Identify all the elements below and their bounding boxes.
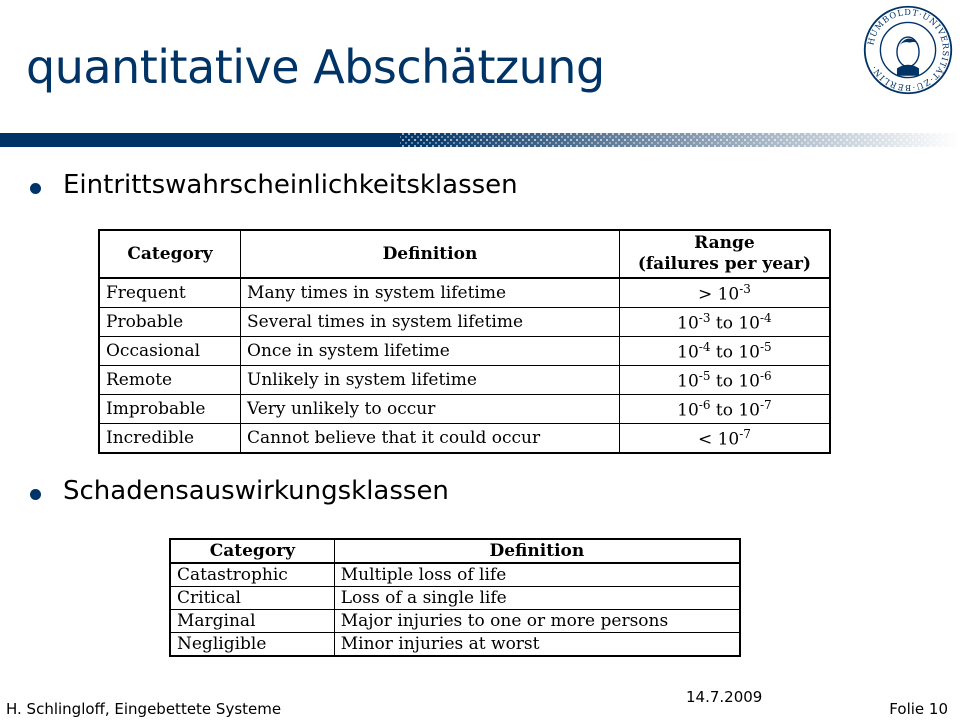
bullet-text: Eintrittswahrscheinlichkeitsklassen	[63, 170, 518, 200]
range-base: 10	[677, 371, 699, 392]
category-cell: Catastrophic	[170, 563, 334, 587]
range-cell	[619, 424, 830, 454]
table-row	[99, 366, 830, 395]
table-row	[170, 610, 740, 633]
table-row	[170, 633, 740, 657]
range-exponent: -7	[739, 426, 751, 441]
definition-cell: Unlikely in system lifetime	[241, 366, 620, 395]
title-separator-bar	[0, 133, 960, 147]
svg-text:HUMBOLDT·UNIVERSITÄT·ZU·BERLIN: HUMBOLDT·UNIVERSITÄT·ZU·BERLIN·	[865, 7, 952, 93]
university-seal-logo	[862, 4, 954, 96]
range-cell	[619, 278, 830, 308]
range-base: to 10	[710, 371, 760, 392]
range-exponent: -3	[739, 281, 751, 296]
range-exponent: -4	[698, 339, 711, 354]
range-base: 10	[677, 313, 699, 334]
definition-cell: Many times in system lifetime	[241, 278, 620, 308]
probability-classes-table	[98, 229, 831, 454]
footer-slide-number: Folie 10	[889, 700, 948, 718]
category-cell: Occasional	[99, 337, 241, 366]
table-row	[99, 278, 830, 308]
bullet-icon	[30, 489, 41, 500]
definition-cell: Minor injuries at worst	[334, 633, 740, 657]
column-header: Definition	[334, 539, 740, 563]
range-exponent: -6	[698, 397, 711, 412]
range-base: 10	[677, 400, 699, 421]
bullet-icon	[30, 183, 41, 194]
bullet-text: Schadensauswirkungsklassen	[63, 476, 449, 506]
category-cell: Marginal	[170, 610, 334, 633]
range-exponent: -5	[698, 368, 711, 383]
definition-cell: Very unlikely to occur	[241, 395, 620, 424]
category-cell: Frequent	[99, 278, 241, 308]
range-header-line2: (failures per year)	[637, 254, 812, 274]
footer-date: 14.7.2009	[686, 688, 763, 706]
column-header: Category	[170, 539, 334, 563]
footer-author: H. Schlingloff, Eingebettete Systeme	[6, 700, 282, 718]
category-cell: Remote	[99, 366, 241, 395]
range-cell	[619, 308, 830, 337]
range-base: to 10	[710, 313, 760, 334]
definition-cell: Loss of a single life	[334, 587, 740, 610]
range-cell	[619, 366, 830, 395]
table-row	[99, 308, 830, 337]
severity-classes-table	[169, 538, 741, 657]
slide-title: quantitative Abschätzung	[26, 40, 605, 94]
table-header-row	[170, 539, 740, 563]
range-exponent: -3	[698, 310, 711, 325]
range-exponent: -4	[760, 310, 772, 325]
range-cell	[619, 337, 830, 366]
table-header-row	[99, 230, 830, 278]
definition-cell: Cannot believe that it could occur	[241, 424, 620, 454]
range-exponent: -5	[760, 339, 772, 354]
range-exponent: -6	[760, 368, 772, 383]
range-cell	[619, 395, 830, 424]
column-header-range	[619, 230, 830, 278]
column-header: Definition	[241, 230, 620, 278]
table-row	[99, 424, 830, 454]
category-cell: Negligible	[170, 633, 334, 657]
category-cell: Critical	[170, 587, 334, 610]
definition-cell: Once in system lifetime	[241, 337, 620, 366]
table-row	[99, 395, 830, 424]
range-base: to 10	[710, 342, 760, 363]
table-row	[99, 337, 830, 366]
table-row	[170, 587, 740, 610]
definition-cell: Several times in system lifetime	[241, 308, 620, 337]
range-base: < 10	[697, 429, 740, 450]
range-header-line1: Range	[694, 233, 755, 253]
definition-cell: Major injuries to one or more persons	[334, 610, 740, 633]
category-cell: Incredible	[99, 424, 241, 454]
category-cell: Probable	[99, 308, 241, 337]
category-cell: Improbable	[99, 395, 241, 424]
range-base: to 10	[710, 400, 760, 421]
range-base: > 10	[697, 284, 740, 305]
range-base: 10	[677, 342, 699, 363]
table-row	[170, 563, 740, 587]
range-exponent: -7	[760, 397, 772, 412]
definition-cell: Multiple loss of life	[334, 563, 740, 587]
column-header: Category	[99, 230, 241, 278]
